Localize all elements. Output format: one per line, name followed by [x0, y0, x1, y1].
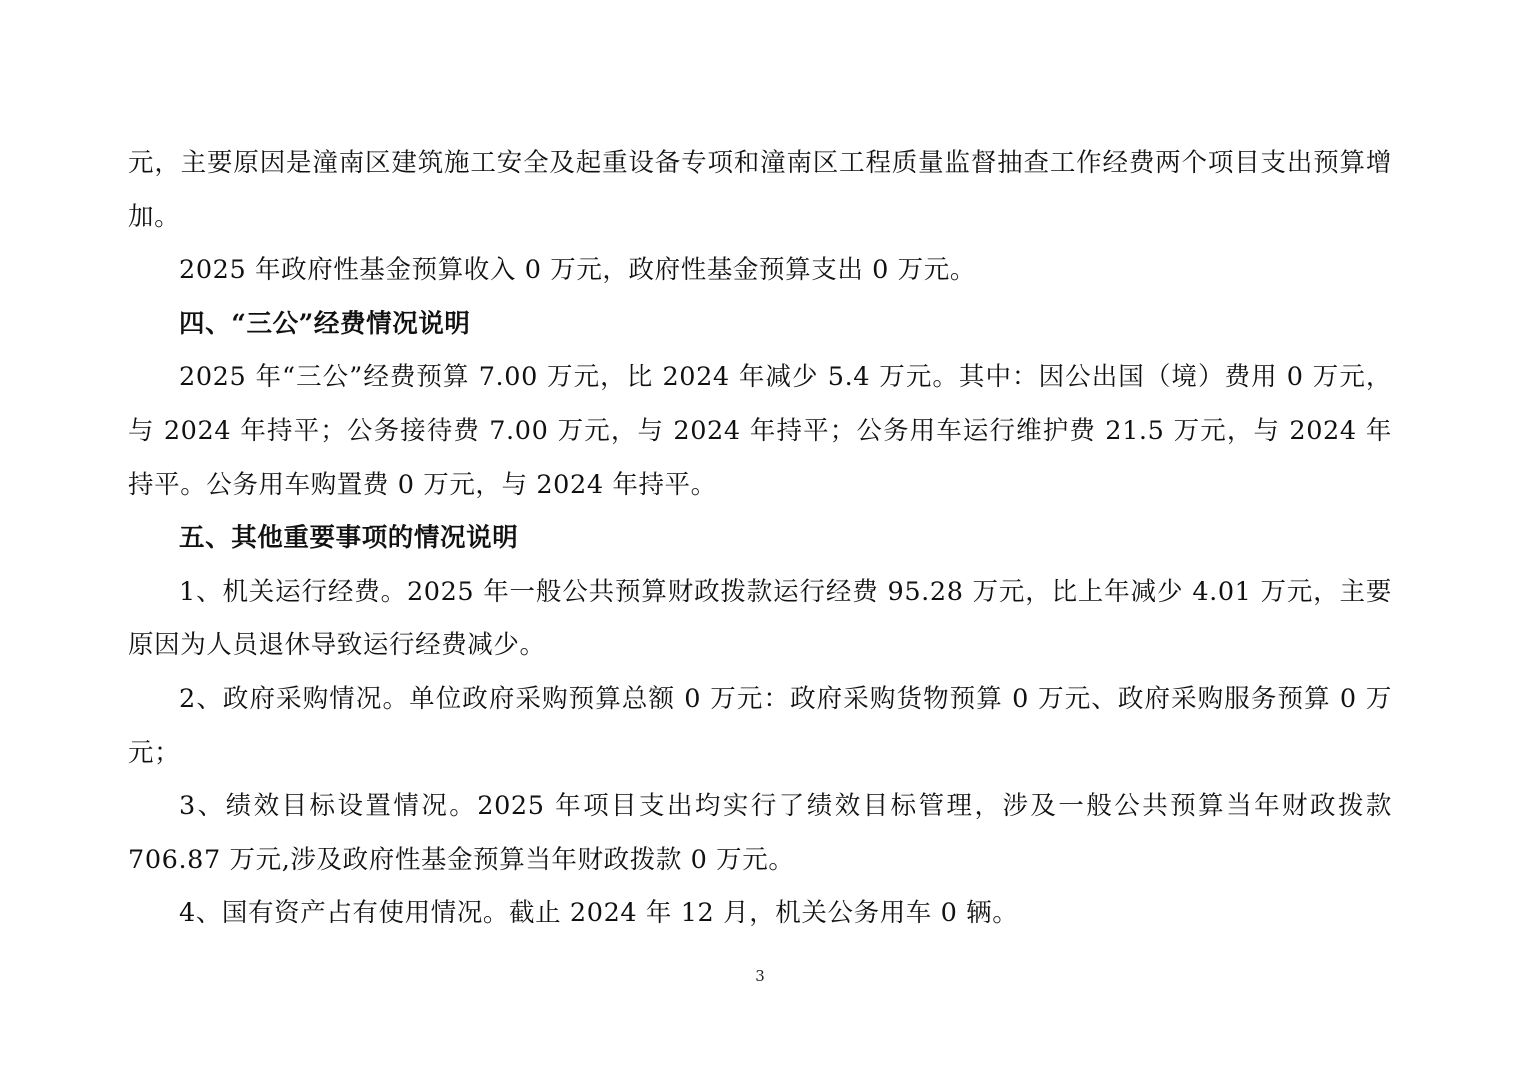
- page-number: 3: [755, 967, 765, 985]
- paragraph-state-assets: 4、国有资产占有使用情况。截止 2024 年 12 月，机关公务用车 0 辆。: [179, 898, 1019, 929]
- heading-three-public-expenses: 四、“三公”经费情况说明: [179, 308, 471, 339]
- paragraph-three-public-expenses: 2025 年“三公”经费预算 7.00 万元，比 2024 年减少 5.4 万元。其中：因公出国（境）费用 0 万元，与 2024 年持平；公务接待费 7.00 万元，与 2024 年持平；公务用车运行维护费 21.5 万元，与 2024 年持平。公务用车购置费 0 万元，与 2024 年持平。: [128, 362, 1392, 500]
- paragraph-operating-expenses: 1、机关运行经费。2025 年一般公共预算财政拨款运行经费 95.28 万元，比上年减少 4.01 万元，主要原因为人员退休导致运行经费减少。: [128, 576, 1392, 661]
- paragraph-budget-increase-reason: 元，主要原因是潼南区建筑施工安全及起重设备专项和潼南区工程质量监督抽查工作经费两个项目支出预算增加。: [128, 148, 1392, 232]
- paragraph-government-fund-budget: 2025 年政府性基金预算收入 0 万元，政府性基金预算支出 0 万元。: [179, 255, 976, 286]
- paragraph-government-procurement: 2、政府采购情况。单位政府采购预算总额 0 万元：政府采购货物预算 0 万元、政府采购服务预算 0 万元；: [128, 683, 1392, 768]
- document-body: [128, 137, 1392, 941]
- heading-other-important-matters: 五、其他重要事项的情况说明: [179, 523, 519, 554]
- paragraph-performance-targets: 3、绩效目标设置情况。2025 年项目支出均实行了绩效目标管理，涉及一般公共预算当年财政拨款 706.87 万元,涉及政府性基金预算当年财政拨款 0 万元。: [128, 791, 1392, 875]
